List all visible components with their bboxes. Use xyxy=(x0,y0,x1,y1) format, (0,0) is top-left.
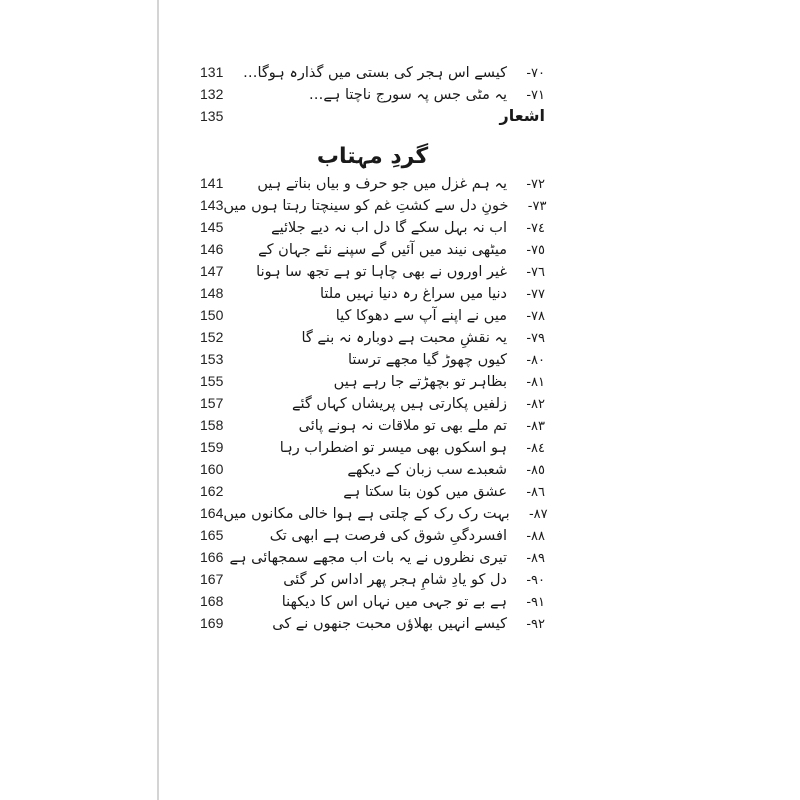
toc-row xyxy=(200,415,545,437)
toc-entry-title: میں نے اپنے آپ سے دھوکا کیا xyxy=(335,308,507,324)
toc-entry-number: ٧٢- xyxy=(526,177,545,192)
toc-page-number: 160 xyxy=(200,461,224,477)
toc-page-number: 165 xyxy=(200,527,224,543)
toc-entry-title: یہ نقشِ محبت ہے دوبارہ نہ بنے گا xyxy=(301,330,507,346)
toc-row xyxy=(200,393,545,415)
toc-entry-title: دنیا میں سراغ رہ دنیا نہیں ملتا xyxy=(319,286,507,302)
toc-entry-number: ٧٩- xyxy=(526,331,545,346)
toc-row xyxy=(200,481,545,503)
toc-page-number: 141 xyxy=(200,175,224,191)
toc-page-number: 132 xyxy=(200,86,224,102)
toc-entry-title: بظاہر تو بچھڑتے جا رہے ہیں xyxy=(333,374,507,390)
toc-page-number: 147 xyxy=(200,263,224,279)
toc-entry xyxy=(320,284,545,305)
toc-entry xyxy=(280,438,545,459)
toc-entry xyxy=(243,63,545,84)
toc-entry xyxy=(301,328,545,349)
toc-entry-number: ٨٤- xyxy=(526,441,545,456)
toc-entry-title: ہے بے تو جہی میں نہاں اس کا دیکھنا xyxy=(281,594,507,610)
toc-row xyxy=(200,239,545,261)
toc-entry xyxy=(270,526,545,547)
toc-entry-title: عشق میں کون بتا سکتا ہے xyxy=(343,484,507,500)
toc-entry-list xyxy=(200,173,548,635)
toc-entry-title: تیری نظروں نے یہ بات اب مجھے سمجھائی ہے xyxy=(229,550,507,566)
toc-row xyxy=(200,62,545,84)
toc-entry-number: ٧٠- xyxy=(526,66,545,81)
toc-page-number: 162 xyxy=(200,483,224,499)
page-edge-shadow xyxy=(157,0,159,800)
toc-page-number: 143 xyxy=(200,197,224,213)
toc-entry-number: ٧٥- xyxy=(526,243,545,258)
toc-entry-title: بہت رک رک کے چلتی ہے ہوا خالی مکانوں میں xyxy=(223,506,510,522)
toc-row xyxy=(200,283,545,305)
toc-row xyxy=(200,173,545,195)
toc-row xyxy=(200,459,545,481)
toc-entry-number: ٨٧- xyxy=(528,507,548,522)
toc-entry-title: خونِ دل سے کشتِ غم کو سینچتا رہتا ہوں میں xyxy=(223,198,509,214)
toc-entry xyxy=(223,504,547,525)
toc-entry-title: کیوں چھوڑ گیا مجھے ترستا xyxy=(348,352,507,368)
toc-entry-number: ٨٨- xyxy=(526,529,545,544)
toc-entry-title: میٹھی نیند میں آئیں گے سپنے نئے جہان کے xyxy=(258,242,507,258)
toc-row xyxy=(200,195,545,217)
section-heading: گردِ مہتاب xyxy=(316,144,429,169)
toc-entry xyxy=(343,482,545,503)
toc-entry xyxy=(282,592,545,613)
toc-entry xyxy=(257,174,545,195)
toc-row xyxy=(200,591,545,613)
toc-entry-title: کیسے اس ہجر کی بستی میں گذارہ ہوگا… xyxy=(242,65,507,81)
toc-entry-number: ٩٢- xyxy=(526,617,545,632)
toc-page-number: 131 xyxy=(200,64,224,80)
toc-entry-number: ٧٣- xyxy=(527,199,547,214)
toc-entry-number: ٨٩- xyxy=(526,551,545,566)
toc-entry xyxy=(271,218,545,239)
toc-entry xyxy=(309,85,545,106)
toc-row xyxy=(200,261,545,283)
toc-entry-title: یہ مٹی جس پہ سورج ناچتا ہے… xyxy=(308,87,507,103)
toc-page-number: 146 xyxy=(200,241,224,257)
toc-entry-title: غیر اوروں نے بھی چاہا تو ہے تجھ سا ہونا xyxy=(256,264,507,280)
toc-entry-number: ٨١- xyxy=(526,375,545,390)
toc-row xyxy=(200,305,545,327)
toc-entry xyxy=(299,416,545,437)
toc-entry xyxy=(272,614,545,635)
toc-entry-title: ہو اسکوں بھی میسر تو اضطراب رہا xyxy=(279,440,507,456)
toc-entry-number: ٨٢- xyxy=(526,397,545,412)
toc-entry-number: ٨٥- xyxy=(526,463,545,478)
toc-entry-title: افسردگیِ شوق کی فرصت ہے ابھی تک xyxy=(269,528,507,544)
toc-page-number: 167 xyxy=(200,571,224,587)
toc-entry-number: ٩٠- xyxy=(526,573,545,588)
toc-entry xyxy=(223,196,546,217)
toc-entry xyxy=(283,570,545,591)
toc-page-number: 152 xyxy=(200,329,224,345)
toc-page-number: 169 xyxy=(200,615,224,631)
toc-row xyxy=(200,503,548,525)
toc-page-number: 158 xyxy=(200,417,224,433)
toc-page-number: 153 xyxy=(200,351,224,367)
toc-page-number: 166 xyxy=(200,549,224,565)
toc-entry-title: زلفیں پکارتی ہیں پریشاں کہاں گئے xyxy=(291,396,507,412)
toc-page-number: 159 xyxy=(200,439,224,455)
toc-row xyxy=(200,547,545,569)
toc-row xyxy=(200,217,545,239)
toc-row-ashaar xyxy=(200,106,545,126)
toc-entry xyxy=(230,548,545,569)
toc-entry-title: شعبدے سب زبان کے دیکھے xyxy=(347,462,507,478)
toc-entry-number: ٨٣- xyxy=(526,419,545,434)
toc-page-number: 155 xyxy=(200,373,224,389)
toc-entry-number: ٨٠- xyxy=(526,353,545,368)
toc-row xyxy=(200,84,545,106)
toc-row xyxy=(200,525,545,547)
ashaar-label: اشعار xyxy=(499,106,545,125)
toc-entry-title: اب نہ بہل سکے گا دل اب نہ دیے جلائیے xyxy=(271,220,507,236)
toc-entry xyxy=(336,306,545,327)
toc-row xyxy=(200,437,545,459)
toc-entry-number: ٧٦- xyxy=(526,265,545,280)
toc-entry xyxy=(347,460,545,481)
toc-entry-number: ٩١- xyxy=(526,595,545,610)
toc-entry-number: ٨٦- xyxy=(526,485,545,500)
toc-entry-title: دل کو یادِ شامِ ہجر پھر اداس کر گئی xyxy=(283,572,507,588)
toc-entry xyxy=(292,394,545,415)
table-of-contents xyxy=(200,62,548,635)
toc-row xyxy=(200,349,545,371)
toc-page-number: 164 xyxy=(200,505,224,521)
toc-entry xyxy=(256,262,545,283)
toc-page-number: 135 xyxy=(200,108,224,124)
toc-entry-title: تم ملے بھی تو ملاقات نہ ہونے پائی xyxy=(298,418,507,434)
toc-row xyxy=(200,327,545,349)
toc-entry-number: ٧٧- xyxy=(526,287,545,302)
toc-entry-number: ٧٨- xyxy=(526,309,545,324)
toc-entry xyxy=(334,372,545,393)
toc-page-number: 157 xyxy=(200,395,224,411)
toc-row xyxy=(200,613,545,635)
toc-page-number: 145 xyxy=(200,219,224,235)
toc-entry-title: کیسے انہیں بھلاؤں محبت جنھوں نے کی xyxy=(272,616,507,632)
toc-row xyxy=(200,569,545,591)
toc-entry-title: یہ ہم غزل میں جو حرف و بیاں بناتے ہیں xyxy=(257,176,507,192)
toc-row xyxy=(200,371,545,393)
toc-page-number: 150 xyxy=(200,307,224,323)
toc-page-number: 148 xyxy=(200,285,224,301)
toc-entry-number: ٧٤- xyxy=(526,221,545,236)
toc-page-number: 168 xyxy=(200,593,224,609)
toc-entry xyxy=(348,350,545,371)
toc-entry-number: ٧١- xyxy=(526,88,545,103)
toc-entry xyxy=(258,240,545,261)
